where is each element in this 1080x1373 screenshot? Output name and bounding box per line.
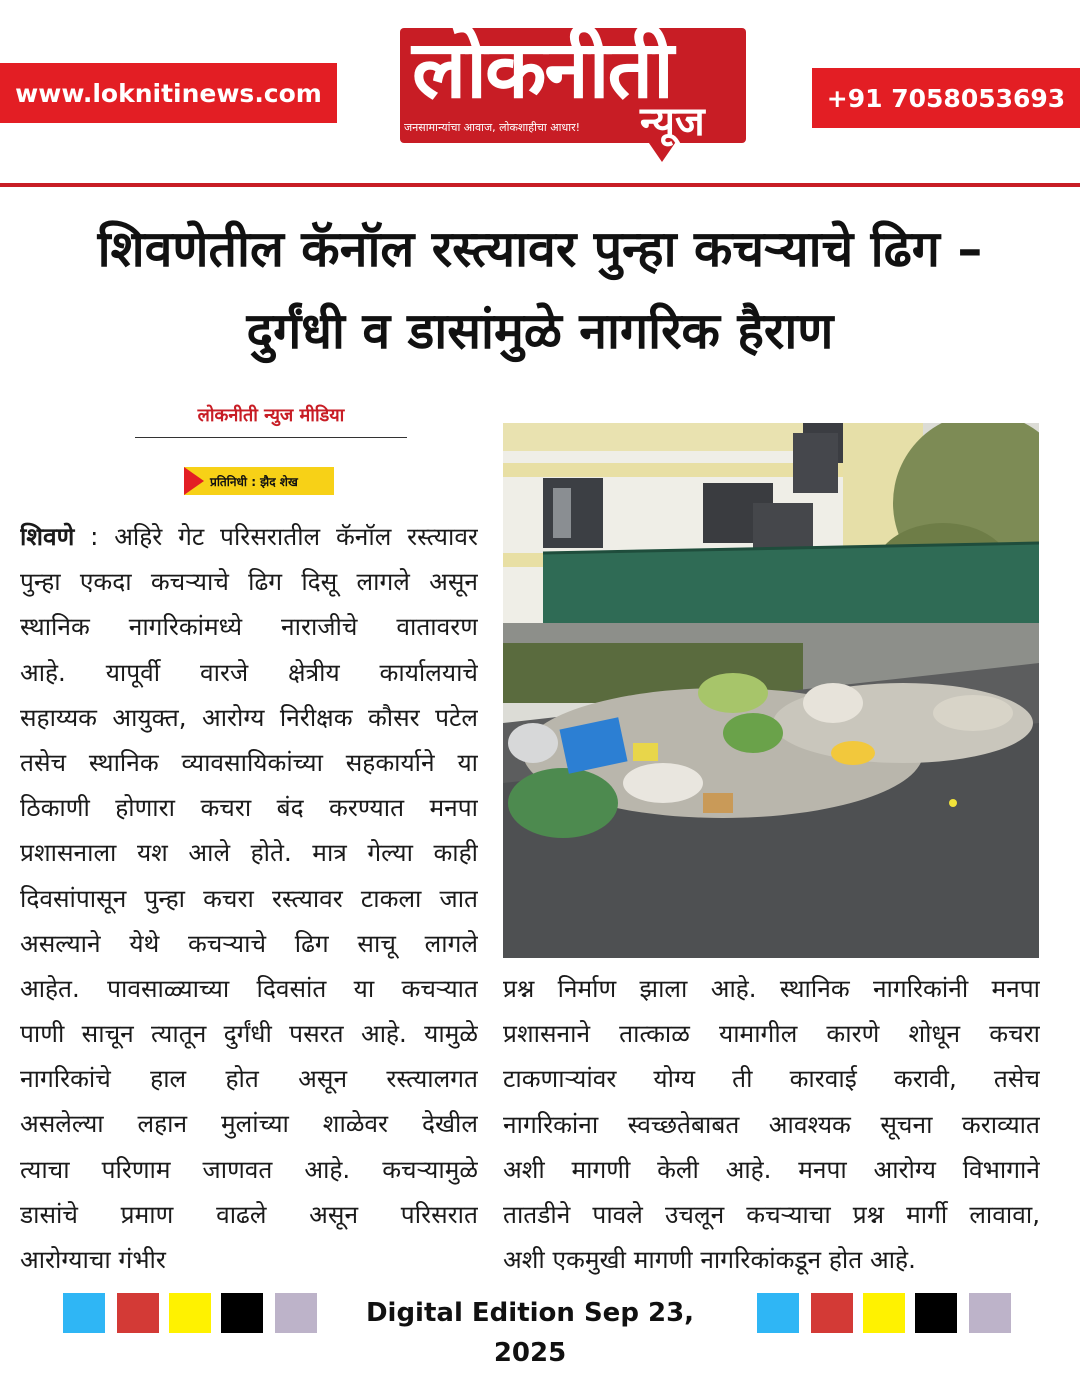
color-swatch xyxy=(969,1293,1011,1333)
color-swatch xyxy=(757,1293,799,1333)
play-arrow-icon xyxy=(184,467,204,495)
color-swatch xyxy=(117,1293,159,1333)
logo-title: लोकनीती xyxy=(412,23,672,116)
body-line: आहे. यापूर्वी वारजे क्षेत्रीय कार्यालयाचे xyxy=(20,657,478,687)
body-line: अशी मागणी केली आहे. मनपा आरोग्य विभागाने xyxy=(503,1154,1040,1184)
body-line: प्रशासनाने तात्काळ यामागील कारणे शोधून कचरा xyxy=(503,1019,1040,1049)
logo-tagline: जनसामान्यांचा आवाज, लोकशाहीचा आधार! xyxy=(404,121,581,134)
body-line: आहेत. पावसाळ्याच्या दिवसांत या कचऱ्यात xyxy=(20,973,478,1003)
body-line: पुन्हा एकदा कचऱ्याचे ढिग दिसू लागले असून xyxy=(20,567,478,597)
color-swatch xyxy=(863,1293,905,1333)
body-line: शिवणे : अहिरे गेट परिसरातील कॅनॉल रस्त्यावर xyxy=(20,522,478,551)
body-line: ठिकाणी होणारा कचरा बंद करण्यात मनपा xyxy=(20,793,478,823)
body-line: टाकणाऱ्यांवर योग्य ती कारवाई करावी, तसेच xyxy=(503,1064,1040,1094)
article-photo xyxy=(503,423,1039,958)
body-line: दिवसांपासून पुन्हा कचरा रस्त्यावर टाकला जात xyxy=(20,883,478,913)
phone-number[interactable]: +91 7058053693 xyxy=(826,83,1066,113)
color-swatch xyxy=(811,1293,853,1333)
reporter-tag xyxy=(184,467,334,495)
body-line: तसेच स्थानिक व्यावसायिकांच्या सहकार्याने या xyxy=(20,747,478,777)
reporter-name: प्रतिनिधी : झैद शेख xyxy=(210,474,298,489)
body-line: नागरिकांचे हाल होत असून रस्त्यालगत xyxy=(20,1064,478,1094)
color-swatch xyxy=(915,1293,957,1333)
header-divider xyxy=(0,183,1080,187)
article-body-right xyxy=(503,966,1040,1282)
color-swatch xyxy=(221,1293,263,1333)
headline xyxy=(20,208,1060,372)
body-line: सहाय्यक आयुक्त, आरोग्य निरीक्षक कौसर पटेल xyxy=(20,702,478,732)
website-url[interactable]: www.loknitinews.com xyxy=(15,78,322,108)
body-line: अशी एकमुखी मागणी नागरिकांकडून होत आहे. xyxy=(503,1245,916,1275)
byline: लोकनीती न्युज मीडिया xyxy=(197,405,345,426)
dateline-place: शिवणे xyxy=(20,522,75,551)
phone-banner[interactable] xyxy=(812,68,1080,128)
body-line: त्याचा परिणाम जाणवत आहे. कचऱ्यामुळे xyxy=(20,1154,478,1184)
website-banner[interactable] xyxy=(0,63,337,123)
color-swatch xyxy=(275,1293,317,1333)
article-body-left xyxy=(20,514,478,1282)
body-line: असल्याने येथे कचऱ्याचे ढिग साचू लागले xyxy=(20,928,478,958)
body-line: असलेल्या लहान मुलांच्या शाळेवर देखील xyxy=(20,1109,478,1139)
byline-divider xyxy=(135,437,407,438)
edition-label: Digital Edition Sep 23, 2025 xyxy=(365,1298,695,1368)
headline-line-2: दुर्गंधी व डासांमुळे नागरिक हैराण xyxy=(246,302,834,360)
body-line: प्रशासनाला यश आले होते. मात्र गेल्या काही xyxy=(20,838,478,868)
logo-subtitle: न्यूज xyxy=(640,99,705,145)
headline-line-1: शिवणेतील कॅनॉल रस्त्यावर पुन्हा कचऱ्याचे ढिग – xyxy=(97,220,983,278)
body-line: आरोग्याचा गंभीर xyxy=(20,1245,166,1274)
body-line: तातडीने पावले उचलून कचऱ्याचा प्रश्न मार्गी लावावा, xyxy=(503,1199,1040,1229)
body-line: पाणी साचून त्यातून दुर्गंधी पसरत आहे. यामुळे xyxy=(20,1019,478,1049)
body-line: डासांचे प्रमाण वाढले असून परिसरात xyxy=(20,1199,478,1229)
color-swatch xyxy=(169,1293,211,1333)
color-swatch xyxy=(63,1293,105,1333)
body-line: नागरिकांना स्वच्छतेबाबत आवश्यक सूचना कराव्यात xyxy=(503,1109,1040,1139)
body-line: प्रश्न निर्माण झाला आहे. स्थानिक नागरिकांनी मनपा xyxy=(503,974,1040,1003)
body-line: स्थानिक नागरिकांमध्ये नाराजीचे वातावरण xyxy=(20,612,478,642)
